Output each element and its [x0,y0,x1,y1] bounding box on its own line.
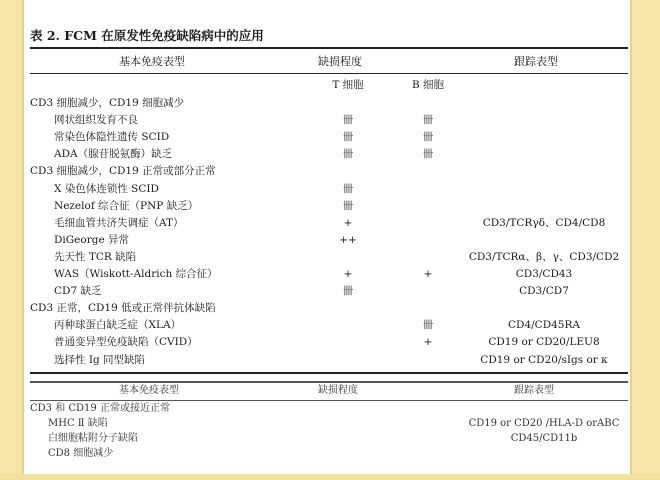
lower-header-rule [30,400,628,401]
b-cell-degree: 卌 [422,131,434,144]
disease-name: 丙种球蛋白缺乏症（XLA） [54,319,182,332]
header-degree: 缺损程度 [318,55,362,68]
bottom-rule [30,372,628,374]
lower-header-degree: 缺损程度 [318,385,358,396]
lower-header-phenotype: 跟踪表型 [514,385,554,396]
header-disease: 基本免疫表型 [119,55,185,68]
subheader-b-cell: B 细胞 [411,79,445,91]
tracking-phenotype: CD3/CD43 [515,268,573,280]
top-rule [30,47,628,49]
document-page [24,0,630,474]
tracking-phenotype: CD3/CD7 [519,285,569,298]
disease-name: DiGeorge 异常 [54,233,129,246]
disease-name: 先天性 TCR 缺陷 [54,250,137,263]
group-heading: CD3 正常，CD19 低或正常伴抗体缺陷 [30,302,216,315]
lower-top-rule [30,381,628,383]
tracking-phenotype: CD3/TCRα、β、γ、CD3/CD2 [468,250,620,263]
t-cell-degree: ++ [339,233,357,246]
b-cell-degree: + [423,268,433,280]
disease-name: 网状组织发育不良 [54,114,138,127]
b-cell-degree: 卌 [422,319,434,332]
lower-disease-name: MHC Ⅱ 缺陷 [48,418,108,429]
disease-name: X 染色体连锁性 SCID [54,182,159,195]
lower-header-disease: 基本免疫表型 [119,385,179,396]
t-cell-degree: 卌 [342,114,354,127]
disease-name: 毛细血管共济失调症（AT） [54,216,184,229]
b-cell-degree: 卌 [422,148,434,161]
disease-name: CD7 缺乏 [54,285,102,298]
t-cell-degree: 卌 [342,285,354,298]
lower-disease-name: CD8 细胞减少 [48,448,114,459]
tracking-phenotype: CD4/CD45RA [508,319,580,332]
slide-frame-right [630,0,660,480]
tracking-phenotype: CD19 or CD20/sIgs or κ [480,353,608,366]
slide-frame-left [0,0,24,480]
slide-frame-bottom [0,474,660,480]
table-title: 表 2. FCM 在原发性免疫缺陷病中的应用 [30,28,264,43]
tracking-phenotype: CD3/TCRγδ、CD4/CD8 [482,216,606,229]
t-cell-degree: 卌 [342,148,354,161]
b-cell-degree: + [423,336,433,349]
group-heading: CD3 细胞减少，CD19 正常或部分正常 [30,165,216,178]
header-rule [30,73,628,74]
lower-tracking-phenotype: CD45/CD11b [510,433,578,444]
disease-name: 常染色体隐性遗传 SCID [54,131,170,144]
t-cell-degree: 卌 [342,199,354,212]
disease-name: 选择性 Ig 同型缺陷 [54,353,146,366]
subheader-t-cell: T 细胞 [332,79,364,91]
lower-tracking-phenotype: CD19 or CD20 /HLA-D orABC [468,418,620,429]
t-cell-degree: + [343,216,353,229]
disease-name: ADA（腺苷脱氨酶）缺乏 [54,148,173,161]
group-heading: CD3 细胞减少，CD19 细胞减少 [30,97,185,109]
header-phenotype: 跟踪表型 [514,55,558,68]
lower-disease-name: 白细胞粘附分子缺陷 [48,433,138,444]
disease-name: 普通变异型免疫缺陷（CVID） [54,336,198,349]
disease-name: Nezelof 综合征（PNP 缺乏） [54,199,199,212]
t-cell-degree: 卌 [342,131,354,144]
t-cell-degree: 卌 [342,182,354,195]
t-cell-degree: + [343,268,353,280]
lower-group-heading: CD3 和 CD19 正常或接近正常 [30,403,170,414]
disease-name: WAS（Wiskott-Aldrich 综合征） [54,268,218,280]
b-cell-degree: 卌 [422,114,434,127]
tracking-phenotype: CD19 or CD20/LEU8 [488,336,600,349]
